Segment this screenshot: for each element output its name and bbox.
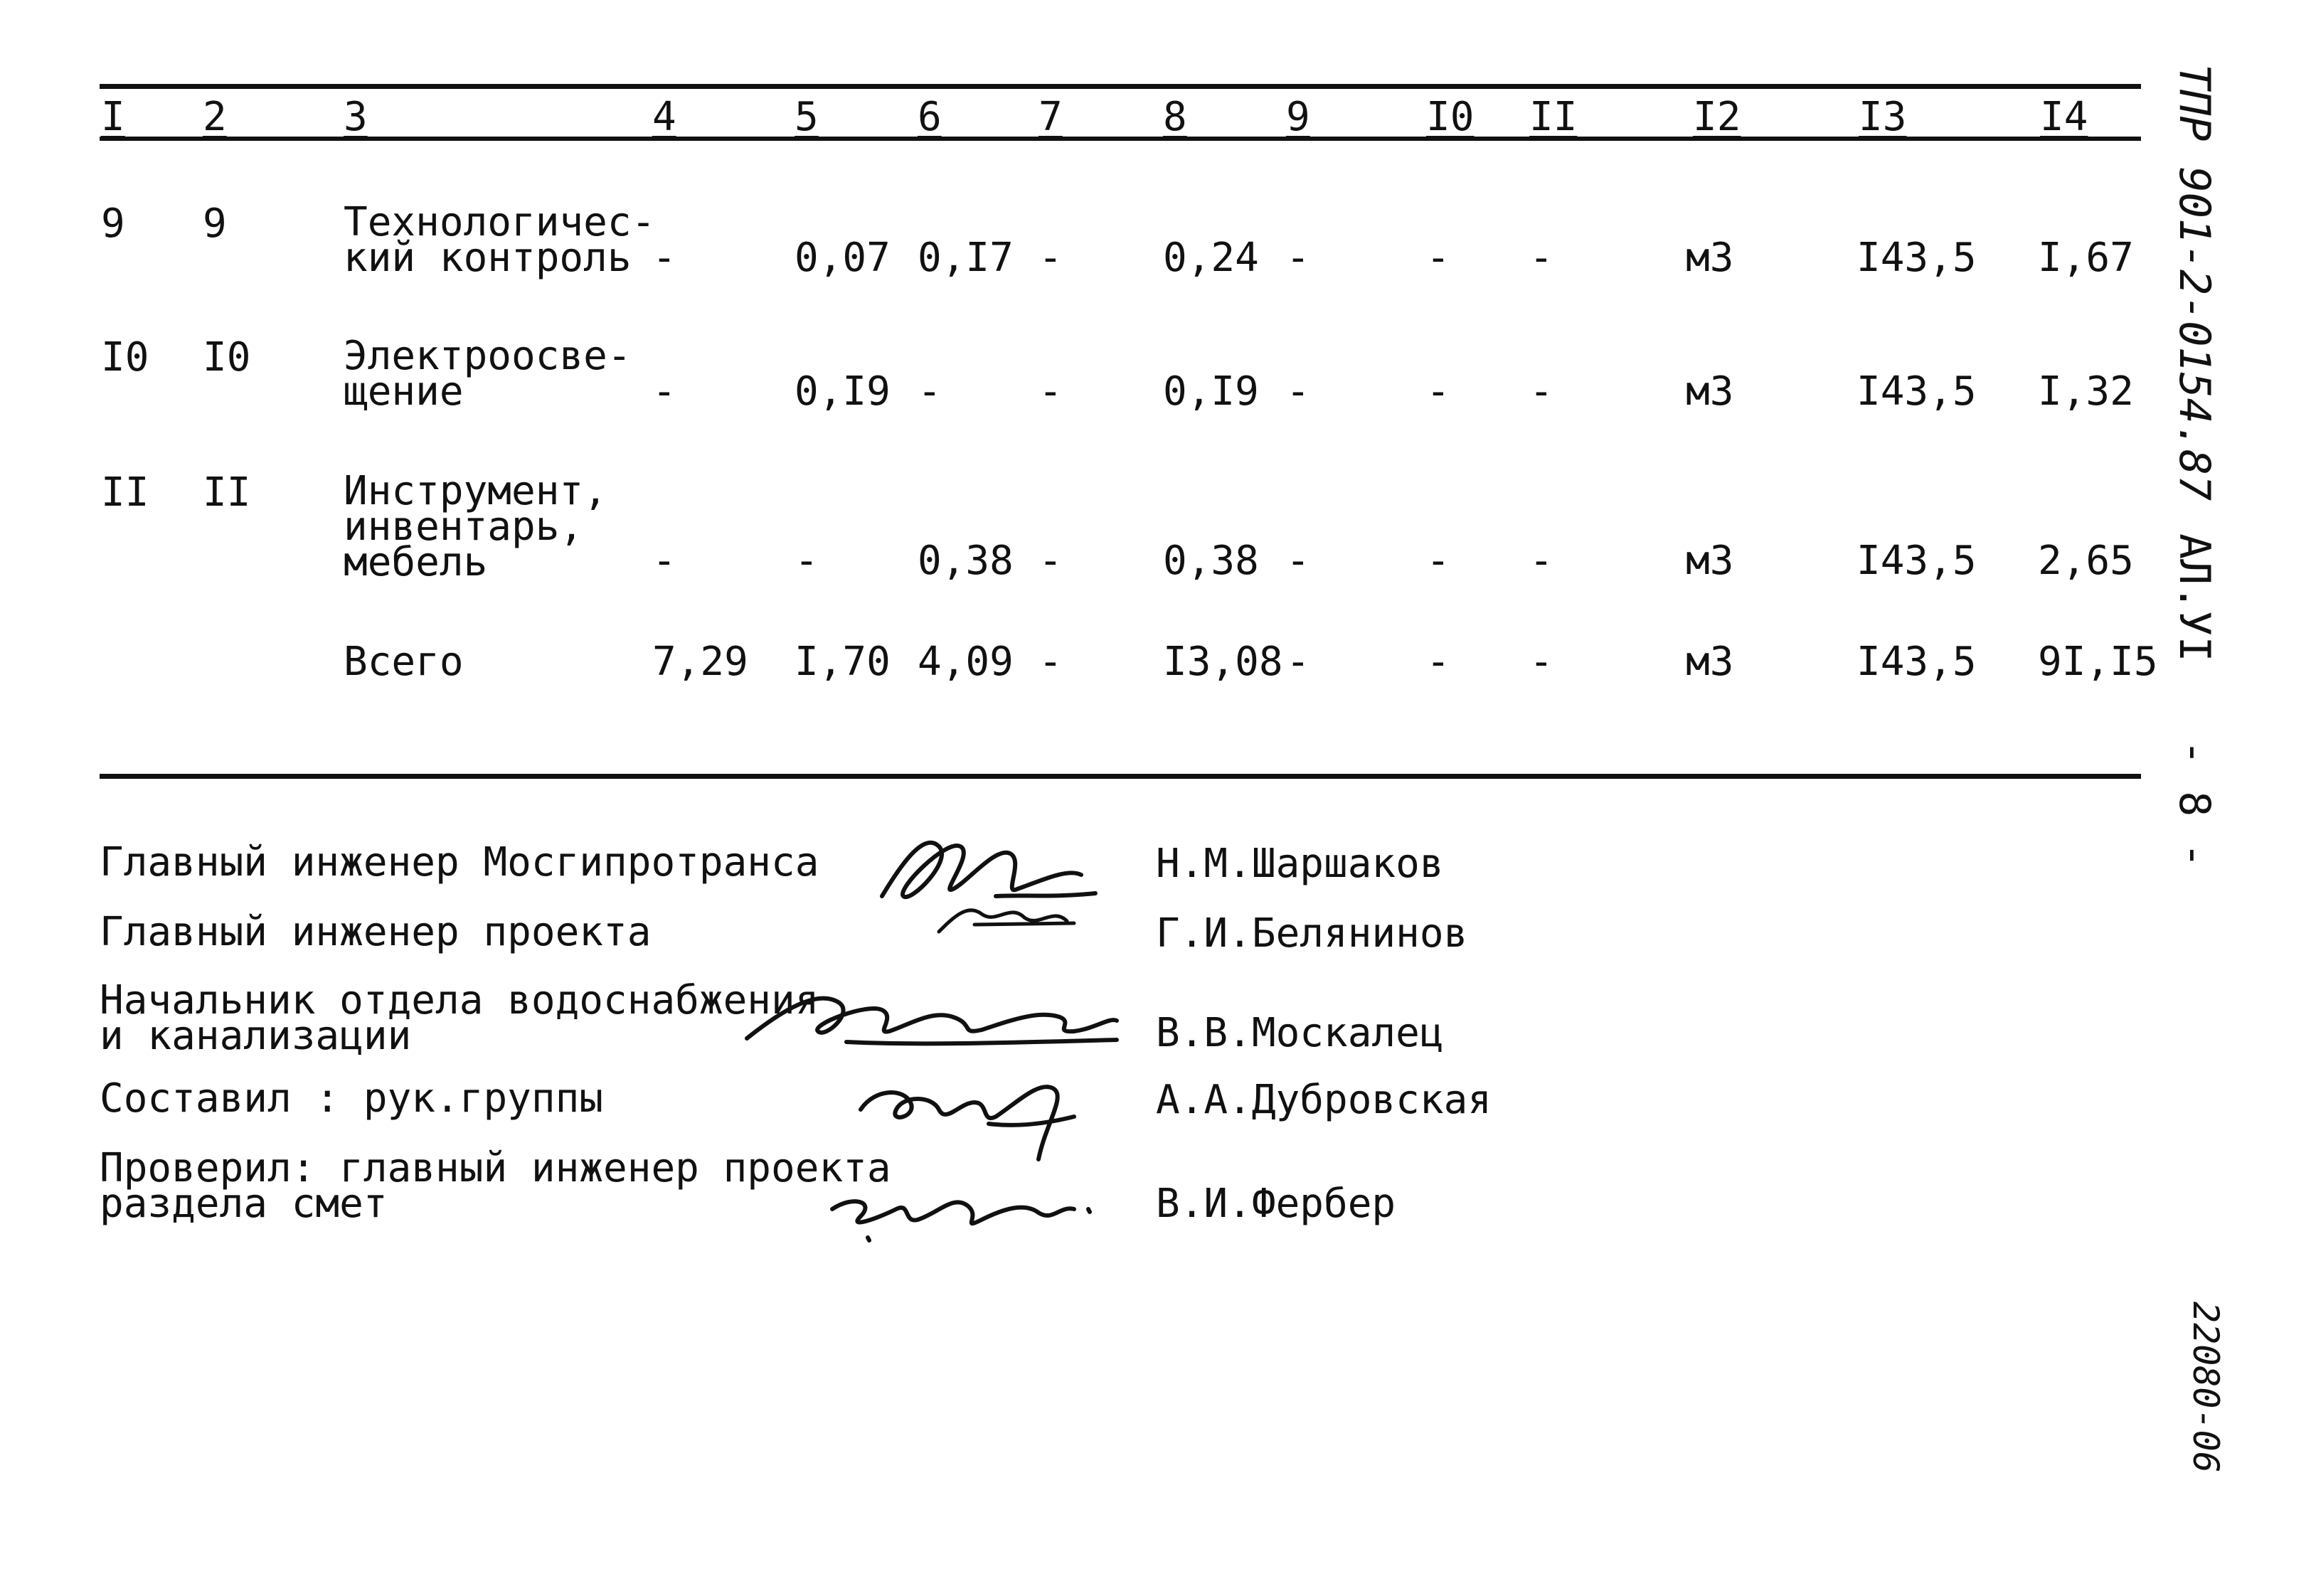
signature-scribble-4 <box>818 1166 1103 1245</box>
signer-role: Составил : рук.группы <box>100 1075 604 1122</box>
cell-col-7: - <box>1038 538 1063 584</box>
cell-col-6: - <box>918 368 942 415</box>
cell-col-4: - <box>652 538 676 584</box>
signer-role: Проверил: главный инженер проекта раздела смет <box>100 1145 891 1227</box>
header-col-8: 8 <box>1163 94 1187 140</box>
header-col-12: I2 <box>1693 94 1741 140</box>
total-col-13: I43,5 <box>1856 639 1977 685</box>
signer-name: А.А.Дубровская <box>1156 1077 1492 1123</box>
total-col-5: I,70 <box>795 639 891 685</box>
cell-col-9: - <box>1286 235 1310 281</box>
cell-col-9: - <box>1286 368 1310 415</box>
row-number: I0 <box>101 334 149 381</box>
header-col-9: 9 <box>1286 94 1310 140</box>
album-number: АЛ.УI <box>2169 533 2219 662</box>
signature-scribble-2 <box>740 981 1124 1053</box>
cell-col-12: м3 <box>1686 368 1734 415</box>
cell-col-7: - <box>1038 235 1063 281</box>
doc-code: ТПР 901-2-0154.87 <box>2169 64 2219 501</box>
signer-role: Главный инженер проекта <box>100 909 652 955</box>
header-col-1: I <box>101 94 125 140</box>
cell-col-14: I,67 <box>2038 235 2134 281</box>
signer-role: Начальник отдела водоснабжения и канализации <box>100 977 819 1059</box>
header-col-5: 5 <box>795 94 819 140</box>
cell-col-10: - <box>1426 538 1450 584</box>
cell-col-6: 0,38 <box>918 538 1014 584</box>
page-number: - 8 - <box>2169 740 2219 868</box>
total-col-7: - <box>1038 639 1063 685</box>
signer-name: В.В.Москалец <box>1156 1010 1444 1056</box>
signer-role: Главный инженер Мосгипротранса <box>100 839 819 885</box>
signature-scribble-1 <box>740 818 1110 939</box>
top-rule <box>100 84 2141 89</box>
row-number: II <box>101 469 149 516</box>
signer-name: Н.М.Шаршаков <box>1156 841 1444 887</box>
total-col-11: - <box>1529 639 1553 685</box>
cell-col-5: 0,07 <box>795 235 891 281</box>
total-col-12: м3 <box>1686 639 1734 685</box>
row-name: Электроосве- щение <box>344 333 632 415</box>
total-col-10: - <box>1426 639 1450 685</box>
cell-col-13: I43,5 <box>1856 538 1977 584</box>
total-col-14: 9I,I5 <box>2038 639 2158 685</box>
total-label: Всего <box>344 639 464 685</box>
row-code: 9 <box>203 201 227 247</box>
row-name: Технологичес- кий контроль <box>344 199 656 281</box>
header-col-2: 2 <box>203 94 227 140</box>
cell-col-12: м3 <box>1686 235 1734 281</box>
cell-col-6: 0,I7 <box>918 235 1014 281</box>
cell-col-9: - <box>1286 538 1310 584</box>
signer-name: В.И.Фербер <box>1156 1181 1396 1227</box>
total-col-6: 4,09 <box>918 639 1014 685</box>
header-col-10: I0 <box>1426 94 1475 140</box>
cell-col-4: - <box>652 368 676 415</box>
cell-col-5: 0,I9 <box>795 368 891 415</box>
bottom-rule <box>100 774 2141 779</box>
header-col-3: 3 <box>344 94 368 140</box>
cell-col-8: 0,24 <box>1163 235 1259 281</box>
row-code: II <box>203 469 251 516</box>
cell-col-5: - <box>795 538 819 584</box>
cell-col-11: - <box>1529 368 1553 415</box>
cell-col-4: - <box>652 235 676 281</box>
signer-name: Г.И.Белянинов <box>1156 910 1468 957</box>
inventory-number: 22080-06 <box>2185 1302 2226 1473</box>
header-col-4: 4 <box>652 94 676 140</box>
cell-col-14: I,32 <box>2038 368 2134 415</box>
cell-col-11: - <box>1529 235 1553 281</box>
header-col-13: I3 <box>1859 94 1907 140</box>
header-col-11: II <box>1529 94 1578 140</box>
header-col-14: I4 <box>2040 94 2088 140</box>
cell-col-8: 0,I9 <box>1163 368 1259 415</box>
cell-col-10: - <box>1426 235 1450 281</box>
signature-scribble-3 <box>846 1060 1088 1166</box>
header-col-7: 7 <box>1038 94 1063 140</box>
row-name: Инструмент, инвентарь, мебель <box>344 468 607 585</box>
cell-col-13: I43,5 <box>1856 368 1977 415</box>
total-col-9: - <box>1286 639 1310 685</box>
cell-col-13: I43,5 <box>1856 235 1977 281</box>
row-number: 9 <box>101 201 125 247</box>
cell-col-12: м3 <box>1686 538 1734 584</box>
total-col-8: I3,08 <box>1163 639 1283 685</box>
cell-col-11: - <box>1529 538 1553 584</box>
header-col-6: 6 <box>918 94 942 140</box>
cell-col-7: - <box>1038 368 1063 415</box>
cell-col-14: 2,65 <box>2038 538 2134 584</box>
cell-col-8: 0,38 <box>1163 538 1259 584</box>
cell-col-10: - <box>1426 368 1450 415</box>
header-rule <box>100 137 2141 141</box>
total-col-4: 7,29 <box>652 639 748 685</box>
row-code: I0 <box>203 334 251 381</box>
